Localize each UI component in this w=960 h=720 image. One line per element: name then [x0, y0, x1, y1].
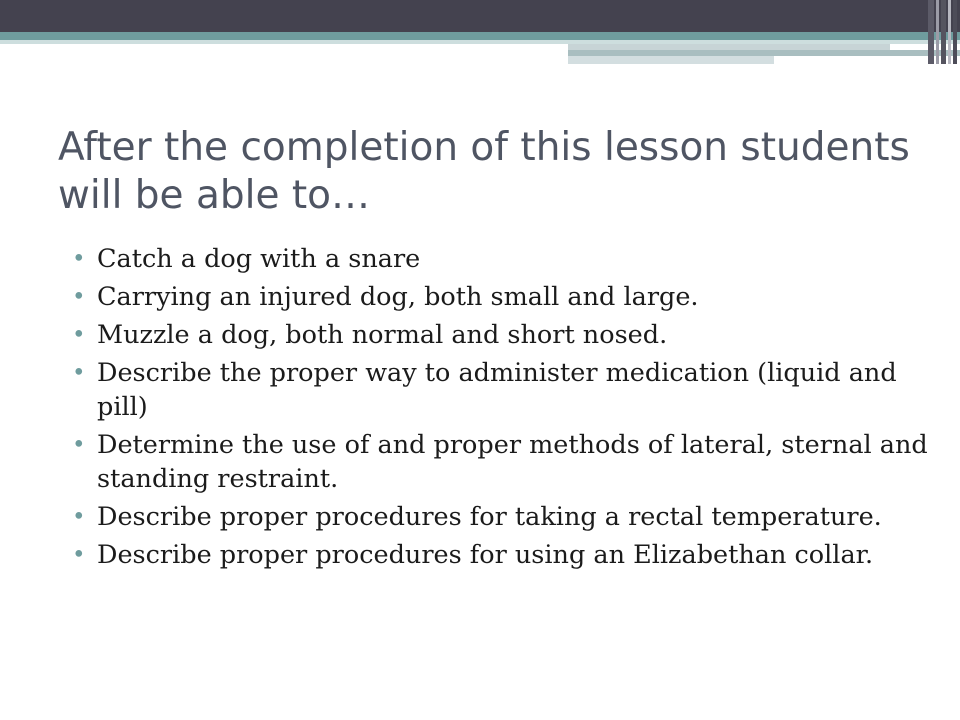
objective-text: Describe proper procedures for taking a rectal temperature. [97, 502, 882, 532]
objective-text: Carrying an injured dog, both small and large. [97, 282, 699, 312]
bullet-icon: • [72, 284, 86, 310]
objective-item [72, 538, 932, 572]
objective-item [72, 356, 932, 424]
slide-title: After the completion of this lesson students will be able to… [58, 125, 910, 218]
objective-item [72, 500, 932, 534]
header-decor-bar [568, 56, 774, 64]
header-decor-stripe [936, 0, 939, 64]
header-decor-stripe [941, 0, 946, 64]
objective-item [72, 428, 932, 496]
bullet-icon: • [72, 360, 86, 386]
objective-item [72, 242, 932, 276]
objective-text: Muzzle a dog, both normal and short nosed. [97, 320, 668, 350]
objective-text: Determine the use of and proper methods of lateral, sternal and standing restraint. [97, 430, 928, 494]
header-accent-line [0, 32, 960, 40]
header-decor-stripe [953, 0, 957, 64]
objectives-list [72, 242, 932, 576]
objective-text: Describe the proper way to administer medication (liquid and pill) [97, 358, 897, 422]
objective-item [72, 318, 932, 352]
bullet-icon: • [72, 322, 86, 348]
objective-text: Catch a dog with a snare [97, 244, 421, 274]
bullet-icon: • [72, 432, 86, 458]
header-decor-stripe [928, 0, 934, 64]
header-decor-stripe [948, 0, 951, 64]
bullet-icon: • [72, 542, 86, 568]
header-band [0, 0, 960, 32]
objective-item [72, 280, 932, 314]
objective-text: Describe proper procedures for using an Elizabethan collar. [97, 540, 874, 570]
bullet-icon: • [72, 246, 86, 272]
bullet-icon: • [72, 504, 86, 530]
